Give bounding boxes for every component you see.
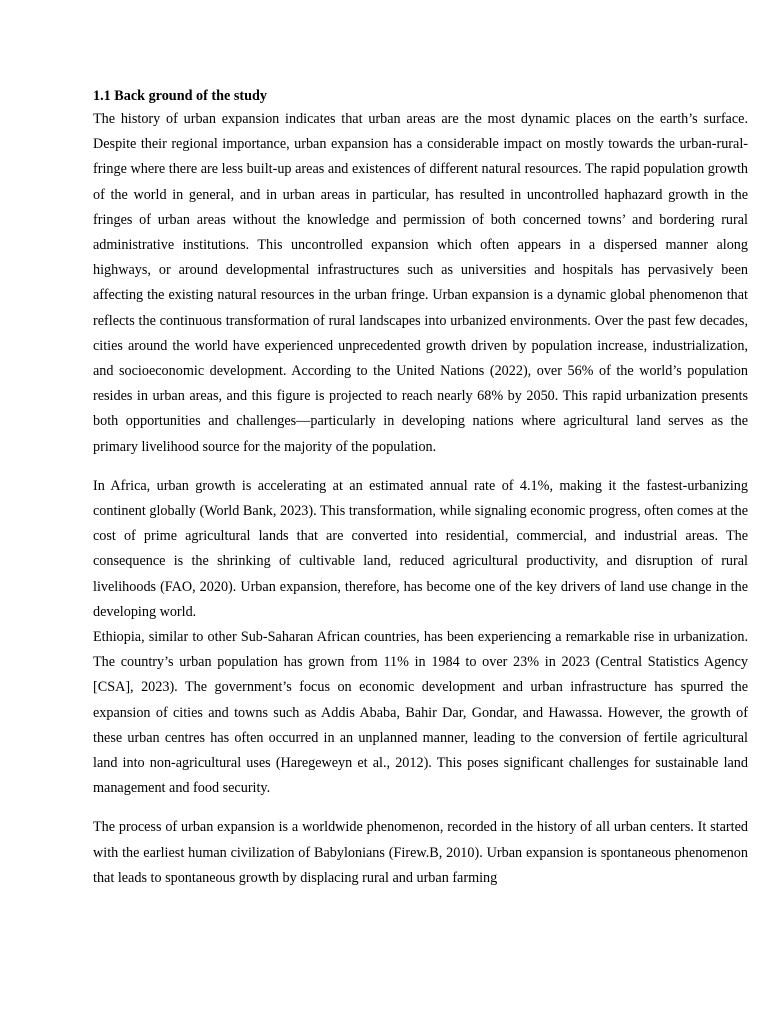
paragraph-2: In Africa, urban growth is accelerating at an estimated annual rate of 4.1%, making it the fastest-urbanizing continent globally (World Bank, 2023). This transformation, while signaling economic progress, often comes at the cost of prime agricultural lands that are converted into residential, commercial, and industrial areas. The consequence is the shrinking of cultivable land, reduced agricultural productivity, and disruption of rural livelihoods (FAO, 2020). Urban expansion, therefore, has become one of the key drivers of land use change in the developing world. (93, 477, 748, 620)
paragraph-1: The history of urban expansion indicates that urban areas are the most dynamic places on the earth’s surface. Despite their regional importance, urban expansion has a considerable impact on mostly towards the urban-rural-fringe where there are less built-up areas and existences of different natural resources. The rapid population growth of the world in general, and in urban areas in particular, has resulted in uncontrolled haphazard growth in the fringes of urban areas without the knowledge and permission of both concerned towns’ and bordering rural administrative institutions. This uncontrolled expansion which often appears in a dispersed manner along highways, or around developmental infrastructures such as universities and hospitals has pervasively been affecting the existing natural resources in the urban fringe. Urban expansion is a dynamic global phenomenon that reflects the continuous transformation of rural landscapes into urbanized environments. Over the past few decades, cities around the world have experienced unprecedented growth driven by population increase, industrialization, and socioeconomic development. According to the United Nations (2022), over 56% of the world’s population resides in urban areas, and this figure is projected to reach nearly 68% by 2050. This rapid urbanization presents both opportunities and challenges—particularly in developing nations where agricultural land serves as the primary livelihood source for the majority of the population. (93, 111, 748, 455)
paragraph-4: The process of urban expansion is a worldwide phenomenon, recorded in the history of all urban centers. It started with the earliest human civilization of Babylonians (Firew.B, 2010). Urban expansion is spontaneous phenomenon that leads to spontaneous growth by displacing rural and urban farming (93, 819, 748, 886)
document-page (93, 86, 748, 890)
section-heading: 1.1 Back ground of the study (93, 88, 267, 104)
paragraph-3: Ethiopia, similar to other Sub-Saharan African countries, has been experiencing a remarkable rise in urbanization. The country’s urban population has grown from 11% in 1984 to over 23% in 2023 (Central Statistics Agency [CSA], 2023). The government’s focus on economic development and urban infrastructure has spurred the expansion of cities and towns such as Addis Ababa, Bahir Dar, Gondar, and Hawassa. However, the growth of these urban centres has often occurred in an unplanned manner, leading to the conversion of fertile agricultural land into non-agricultural uses (Haregeweyn et al., 2012). This poses significant challenges for sustainable land management and food security. (93, 629, 748, 797)
